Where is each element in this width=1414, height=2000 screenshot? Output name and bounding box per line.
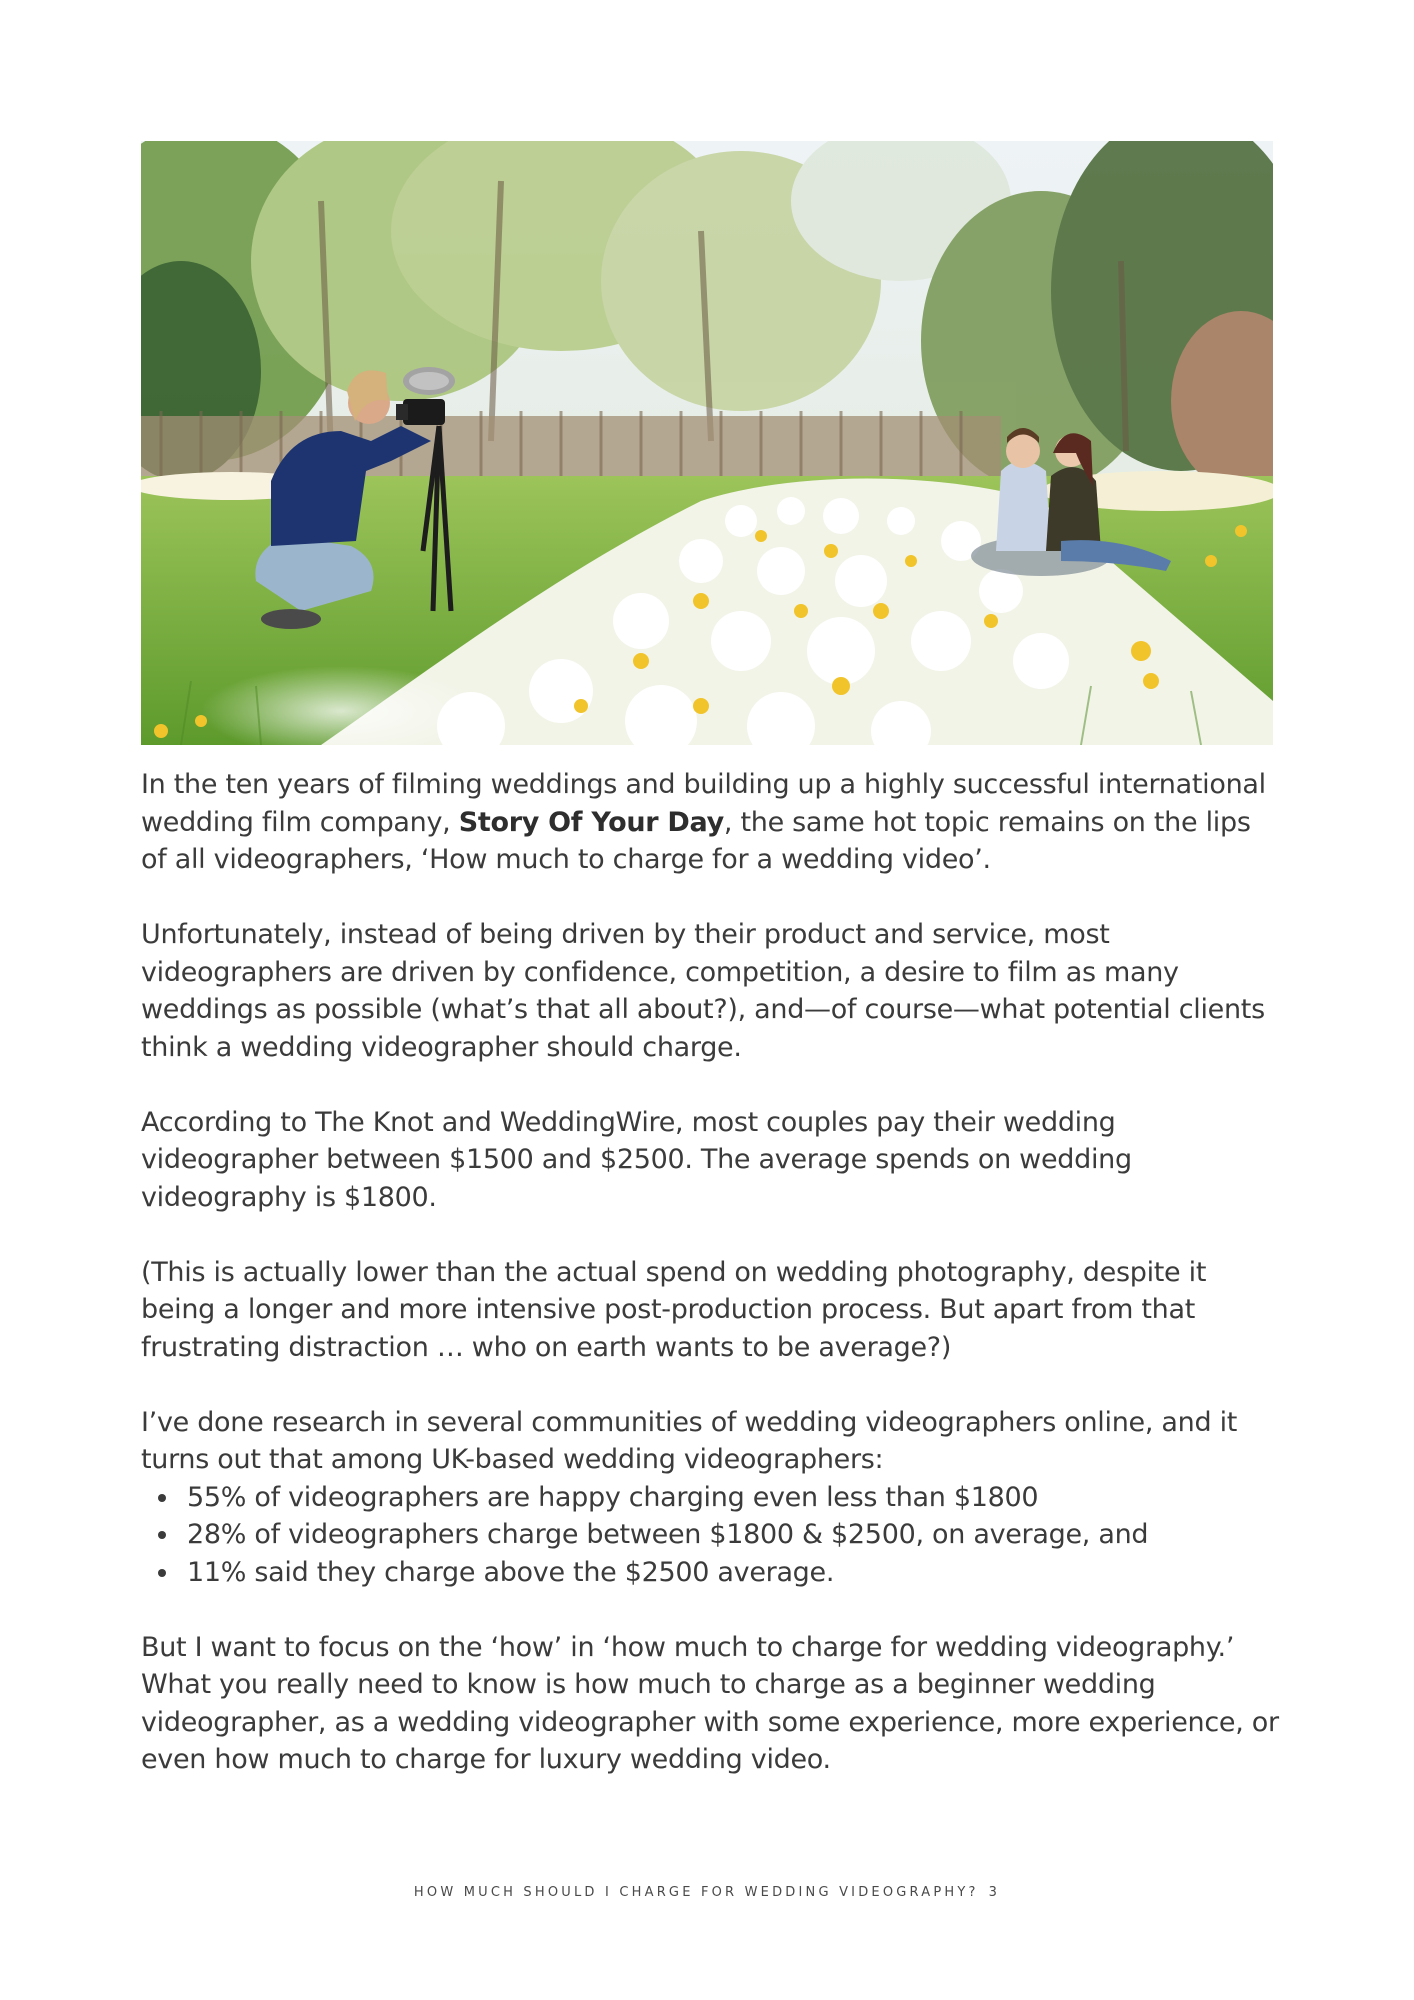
aside-paragraph: (This is actually lower than the actual spend on wedding photography, despite it being a longer and more intensive post-production process. But apart from that frustrating distraction … who on earth wants to be average?) — [141, 1256, 1207, 1363]
bullet-icon — [158, 1494, 166, 1502]
bullet-icon — [158, 1569, 166, 1577]
page-footer — [0, 1885, 1414, 1900]
list-item — [141, 1554, 1281, 1592]
footer-title: HOW MUCH SHOULD I CHARGE FOR WEDDING VIDEOGRAPHY? — [413, 1885, 979, 1900]
knot-paragraph: According to The Knot and WeddingWire, most couples pay their wedding videographer between $1500 and $2500. The average spends on wedding videography is $1800. — [141, 1106, 1132, 1213]
page-number: 3 — [988, 1885, 1001, 1900]
article-body — [141, 766, 1281, 1779]
list-item-text: 28% of videographers charge between $1800 & $2500, on average, and — [187, 1519, 1149, 1550]
research-paragraph: I’ve done research in several communities of wedding videographers online, and it turns out that among UK-based wedding videographers: — [141, 1406, 1238, 1475]
bullet-icon — [158, 1531, 166, 1539]
intro-paragraph — [141, 766, 1281, 879]
list-item — [141, 1516, 1281, 1554]
list-item-text: 11% said they charge above the $2500 average. — [187, 1556, 835, 1588]
hero-photo — [141, 141, 1273, 745]
stats-list — [141, 1479, 1281, 1592]
intro-text-start: In the ten years of filming weddings and building up a highly successful international wedding film company, — [141, 769, 1266, 838]
company-name: Story Of Your Day — [458, 806, 724, 838]
videographer-filming-couple-photo — [141, 141, 1273, 745]
focus-paragraph: But I want to focus on the ‘how’ in ‘how much to charge for wedding videography.’ What you really need to know is how much to charge as a beginner wedding videographer, as a wedding videographer with some experience, more experience, or even how much to charge for luxury wedding video. — [141, 1631, 1279, 1775]
list-item — [141, 1479, 1281, 1517]
driven-paragraph: Unfortunately, instead of being driven by their product and service, most videographers are driven by confidence, competition, a desire to film as many weddings as possible (what’s that all about?), and—of course—what potential clients think a wedding videographer should charge. — [141, 919, 1265, 1063]
intro-text-end: , the same hot topic remains on the lips of all videographers, ‘How much to charge for a wedding video’. — [141, 806, 1251, 875]
list-item-text: 55% of videographers are happy charging even less than $1800 — [187, 1481, 1039, 1513]
